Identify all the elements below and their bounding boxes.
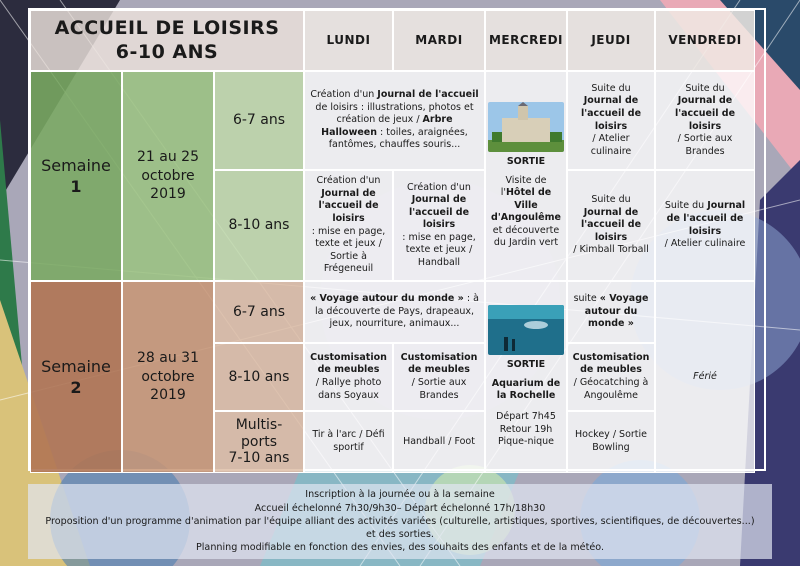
week2-6-7-lundi-mardi <box>304 281 485 343</box>
text-part: et découverte du Jardin vert <box>492 224 560 249</box>
activity-text <box>571 194 651 257</box>
footer-line: Proposition d'un programme d'animation par l'équipe alliant des activités variées (culturelle, artistiques, sportives, scientifiques, de découvertes...) <box>45 515 755 527</box>
header-mardi: MARDI <box>393 10 485 71</box>
week2-8-10-mardi <box>393 343 485 411</box>
week1-dates-line2: octobre <box>141 167 195 184</box>
week1-dates-line3: 2019 <box>150 186 186 203</box>
info-footer <box>28 484 772 559</box>
activity-title: « Voyage autour du monde » <box>310 293 464 305</box>
week1-word: Semaine <box>41 155 111 175</box>
text-part: Création d'un <box>407 181 471 193</box>
activity-title: Arbre Halloween <box>321 114 453 138</box>
footer-line: Accueil échelonné 7h30/9h30– Départ échelonné 17h/18h30 <box>254 502 546 514</box>
week2-word: Semaine <box>41 356 111 376</box>
age-line: 7-10 ans <box>228 450 290 467</box>
week2-label <box>30 281 122 473</box>
title-line-1: ACCUEIL DE LOISIRS <box>54 16 280 39</box>
text-part: Départ 7h45 Retour 19h Pique-nique <box>496 411 556 448</box>
activity-text <box>659 200 751 250</box>
week2-multisports-mardi: Handball / Foot <box>393 411 485 473</box>
text-part: Création d'un <box>310 89 375 101</box>
page-title <box>30 10 304 71</box>
activity-title: Journal de l'accueil de loisirs <box>580 95 642 132</box>
week1-dates <box>122 71 214 281</box>
week2-8-10-lundi <box>304 343 393 411</box>
week2-vendredi-ferie: Férié <box>655 281 755 473</box>
activity-title: Journal de l'accueil de loisirs <box>580 206 642 243</box>
week1-label <box>30 71 122 281</box>
week2-number: 2 <box>70 378 82 397</box>
activity-title: « Voyage autour du monde » <box>584 293 649 330</box>
activity-text <box>308 175 389 275</box>
footer-line: Planning modifiable en fonction des envies, des souhaits des enfants et de la météo. <box>195 542 604 554</box>
week2-dates-line1: 28 au 31 <box>137 349 199 366</box>
activity-title: Customisation de meubles <box>310 351 387 376</box>
text-part: : toiles, araignées, fantômes, chauffes souris... <box>328 126 468 151</box>
week2-age-8-10: 8-10 ans <box>214 343 304 411</box>
week1-mercredi <box>485 71 567 281</box>
text-part: / Géocatching à Angoulême <box>573 377 649 401</box>
activity-text <box>308 89 481 152</box>
week2-6-7-jeudi <box>567 281 655 343</box>
activity-text <box>489 175 563 250</box>
week1-dates-line1: 21 au 25 <box>137 148 199 165</box>
week1-8-10-mardi <box>393 170 485 281</box>
age-line: Multis- <box>235 416 283 433</box>
activity-text <box>397 182 481 270</box>
schedule-table <box>28 8 766 471</box>
week1-6-7-lundi-mardi <box>304 71 485 170</box>
text-part: / Sortie aux Brandes <box>411 377 467 401</box>
footer-line: Inscription à la journée ou à la semaine <box>305 489 495 501</box>
text-part: Visite de l' <box>500 174 547 199</box>
header-vendredi: VENDREDI <box>655 10 755 71</box>
week2-age-multisports <box>214 411 304 473</box>
week1-6-7-vendredi <box>655 71 755 170</box>
header-jeudi: JEUDI <box>567 10 655 71</box>
week1-8-10-lundi <box>304 170 393 281</box>
text-part: de loisirs : illustrations, photos et création de jeux / <box>315 101 474 126</box>
activity-title: Journal de l'accueil de loisirs <box>674 95 736 132</box>
activity-text <box>659 83 751 158</box>
activity-text <box>308 352 389 402</box>
text-part: / Sortie aux Brandes <box>677 133 733 157</box>
week2-dates-line2: octobre <box>141 368 195 385</box>
week2-dates-line3: 2019 <box>150 387 186 404</box>
activity-title: Journal de l'accueil de loisirs <box>666 200 746 237</box>
week1-6-7-jeudi <box>567 71 655 170</box>
text-part: Suite du <box>591 194 631 206</box>
week2-dates <box>122 281 214 473</box>
text-part: suite <box>573 293 597 305</box>
text-part: / Kimball Torball <box>573 244 649 256</box>
title-line-2: 6-10 ANS <box>115 40 219 63</box>
activity-title: Customisation de meubles <box>400 351 478 376</box>
activity-text <box>308 293 481 331</box>
header-lundi: LUNDI <box>304 10 393 71</box>
week2-sortie-label: SORTIE <box>506 359 546 371</box>
text-part: : mise en page, texte et jeux / Sortie à Frégeneuil <box>311 225 386 275</box>
text-part: : mise en page, texte et jeux / Handball <box>402 231 476 268</box>
text-part: / Rallye photo dans Soyaux <box>315 377 382 401</box>
week2-multisports-jeudi: Hockey / Sortie Bowling <box>567 411 655 473</box>
text-part: Suite du <box>664 200 705 212</box>
text-part: / Atelier culinaire <box>664 238 746 250</box>
week1-age-6-7: 6-7 ans <box>214 71 304 170</box>
activity-title: Journal de l'accueil de loisirs <box>408 194 470 231</box>
activity-text <box>571 83 651 158</box>
activity-title: Journal de l'accueil <box>377 89 479 101</box>
activity-text <box>571 293 651 331</box>
activity-title: Journal de l'accueil de loisirs <box>318 187 379 224</box>
week2-8-10-jeudi <box>567 343 655 411</box>
week1-8-10-vendredi <box>655 170 755 281</box>
week2-multisports-lundi: Tir à l'arc / Défi sportif <box>304 411 393 473</box>
text-part: / Atelier culinaire <box>590 133 632 157</box>
week1-age-8-10: 8-10 ans <box>214 170 304 281</box>
activity-title: Hôtel de Ville d'Angoulême <box>491 187 561 224</box>
week2-age-6-7: 6-7 ans <box>214 281 304 343</box>
footer-line: et des sorties. <box>366 529 434 541</box>
text-part: Création d'un <box>316 175 381 187</box>
header-mercredi: MERCREDI <box>485 10 567 71</box>
aquarium-photo <box>488 305 564 355</box>
activity-title: Aquarium de la Rochelle <box>491 377 561 402</box>
text-part: : à la découverte de Pays, drapeaux, jeux, nourriture, animaux... <box>314 293 479 330</box>
age-line: ports <box>241 433 277 450</box>
activity-text <box>397 352 481 402</box>
activity-title: Customisation de meubles <box>572 351 650 376</box>
week1-sortie-label: SORTIE <box>506 156 546 168</box>
week1-number: 1 <box>70 177 82 196</box>
text-part: Suite du <box>591 82 631 94</box>
week2-mercredi <box>485 281 567 473</box>
week1-8-10-jeudi <box>567 170 655 281</box>
text-part: Suite du <box>685 82 725 94</box>
activity-text <box>571 352 651 402</box>
town-hall-photo <box>488 102 564 152</box>
